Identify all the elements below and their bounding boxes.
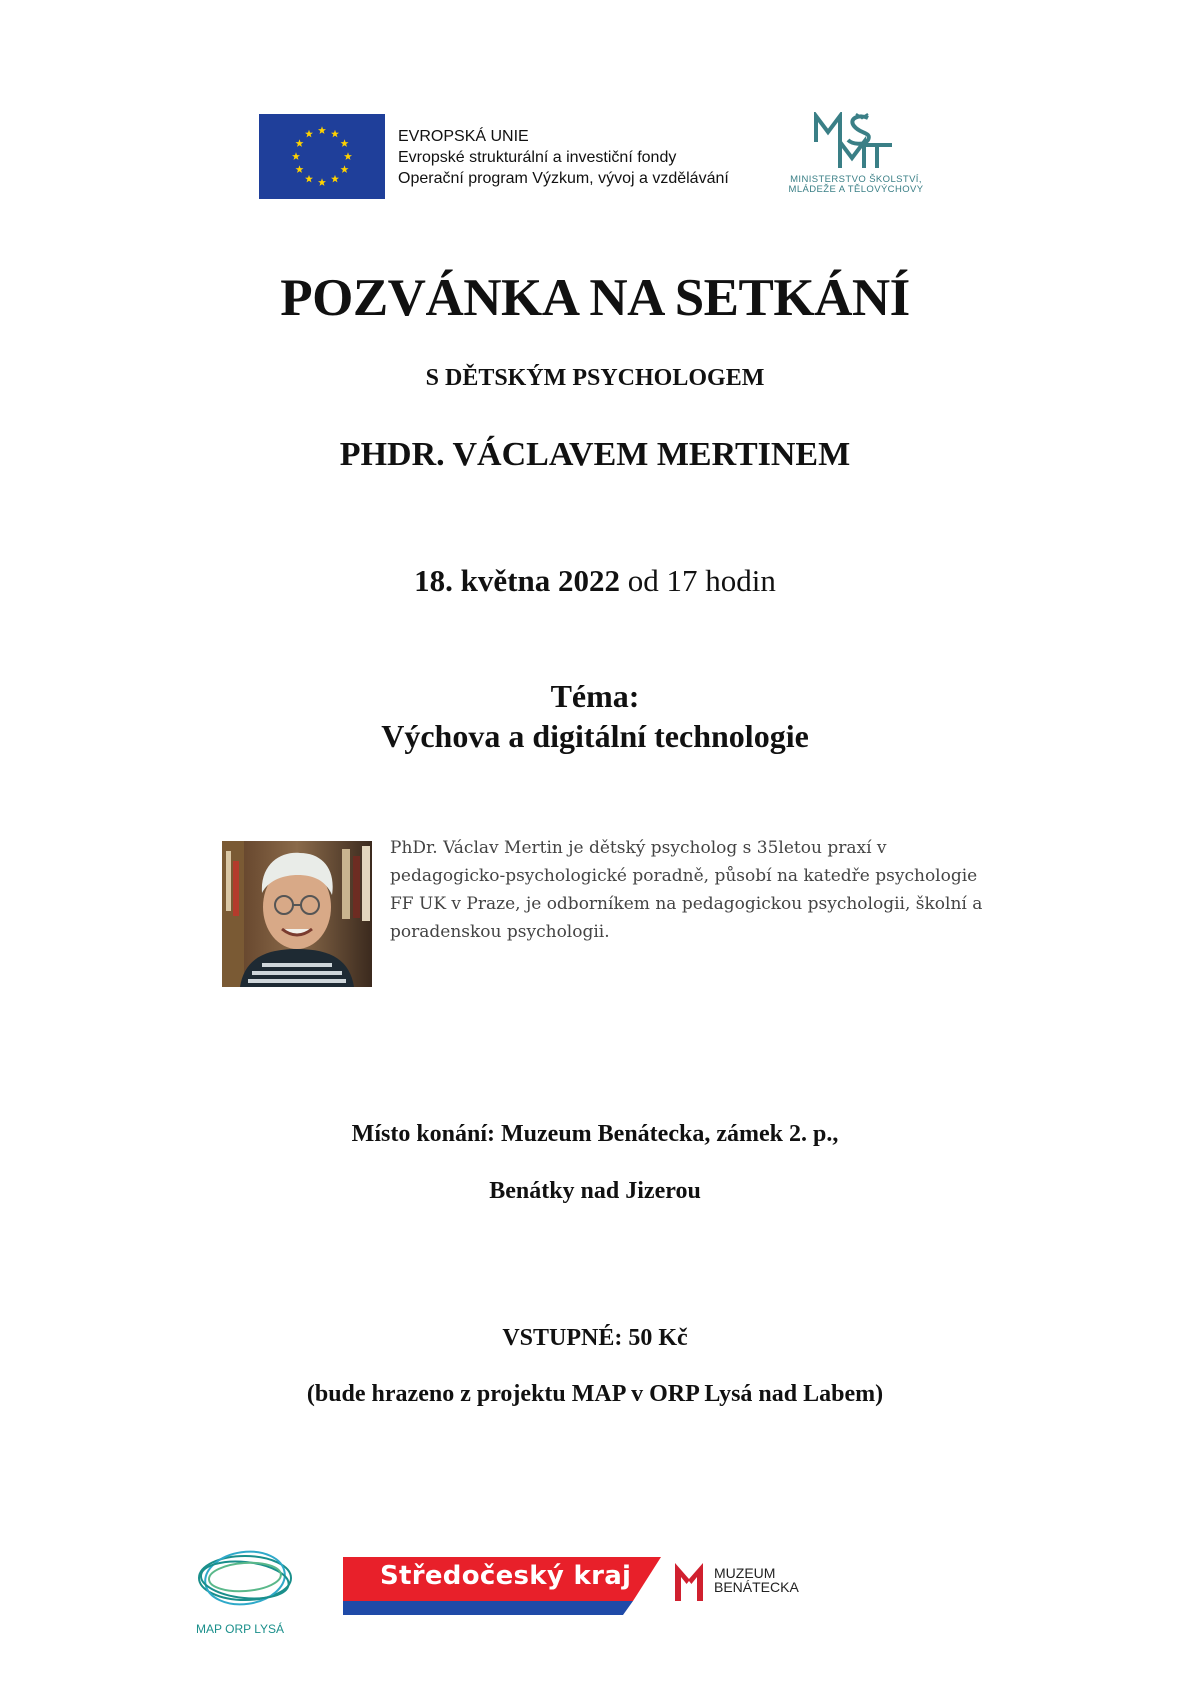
muzeum-label (714, 1566, 799, 1594)
eu-star-icon (305, 130, 313, 138)
fee-note: (bude hrazeno z projektu MAP v ORP Lysá nad Labem) (306, 1381, 884, 1407)
eu-flag-logo (259, 114, 385, 199)
speaker-photo (222, 841, 372, 987)
map-orp-label: MAP ORP LYSÁ (196, 1622, 285, 1636)
map-orp-logo-mark (196, 1547, 294, 1609)
entry-fee: VSTUPNÉ: 50 Kč (502, 1325, 688, 1351)
eu-line-3: Operační program Výzkum, vývoj a vzdělávání (398, 170, 729, 187)
eu-star-icon (318, 178, 326, 186)
bio-line-4: poradenskou psychologii. (390, 922, 610, 942)
eu-star-icon (318, 126, 326, 134)
bio-line-1: PhDr. Václav Mertin je dětský psycholog s 35letou praxí v (390, 838, 887, 858)
speaker-bio (390, 834, 990, 946)
event-time: od 17 hodin (619, 563, 776, 598)
muzeum-logo-mark (671, 1557, 707, 1603)
invitation-subtitle: S DĚTSKÝM PSYCHOLOGEM (425, 365, 765, 391)
eu-line-1: EVROPSKÁ UNIE (398, 128, 529, 145)
eu-star-icon (331, 175, 339, 183)
venue-town: Benátky nad Jizerou (489, 1178, 701, 1204)
eu-line-2: Evropské strukturální a investiční fondy (398, 149, 677, 166)
topic-title: Výchova a digitální technologie (381, 718, 809, 754)
stredocesky-kraj-label: Středočeský kraj (380, 1561, 632, 1591)
eu-star-icon (341, 165, 349, 173)
msmt-text-block (771, 175, 941, 195)
eu-star-icon (305, 175, 313, 183)
eu-star-icon (344, 152, 352, 160)
muzeum-line-2: BENÁTECKA (714, 1579, 799, 1595)
eu-star-icon (295, 165, 303, 173)
event-date-bold: 18. května 2022 (414, 563, 620, 598)
eu-star-icon (292, 152, 300, 160)
msmt-line-1: MINISTERSTVO ŠKOLSTVÍ, (790, 174, 922, 185)
eu-star-icon (295, 139, 303, 147)
eu-text-block (398, 126, 729, 189)
eu-star-icon (341, 139, 349, 147)
speaker-name: PHDR. VÁCLAVEM MERTINEM (339, 436, 851, 473)
topic-label: Téma: (550, 678, 640, 714)
invitation-title: POZVÁNKA NA SETKÁNÍ (280, 269, 910, 327)
muzeum-line-1: MUZEUM (714, 1565, 776, 1581)
eu-stars-icon (259, 114, 385, 199)
event-date (0, 563, 1190, 599)
msmt-logo-mark (810, 112, 900, 172)
eu-star-icon (331, 130, 339, 138)
venue-line: Místo konání: Muzeum Benátecka, zámek 2. p., (351, 1121, 839, 1147)
bio-line-3: FF UK v Praze, je odborníkem na pedagogickou psychologii, školní a (390, 894, 983, 914)
msmt-line-2: MLÁDEŽE A TĚLOVÝCHOVY (788, 184, 924, 195)
bio-line-2: pedagogicko-psychologické poradně, působí na katedře psychologie (390, 866, 978, 886)
